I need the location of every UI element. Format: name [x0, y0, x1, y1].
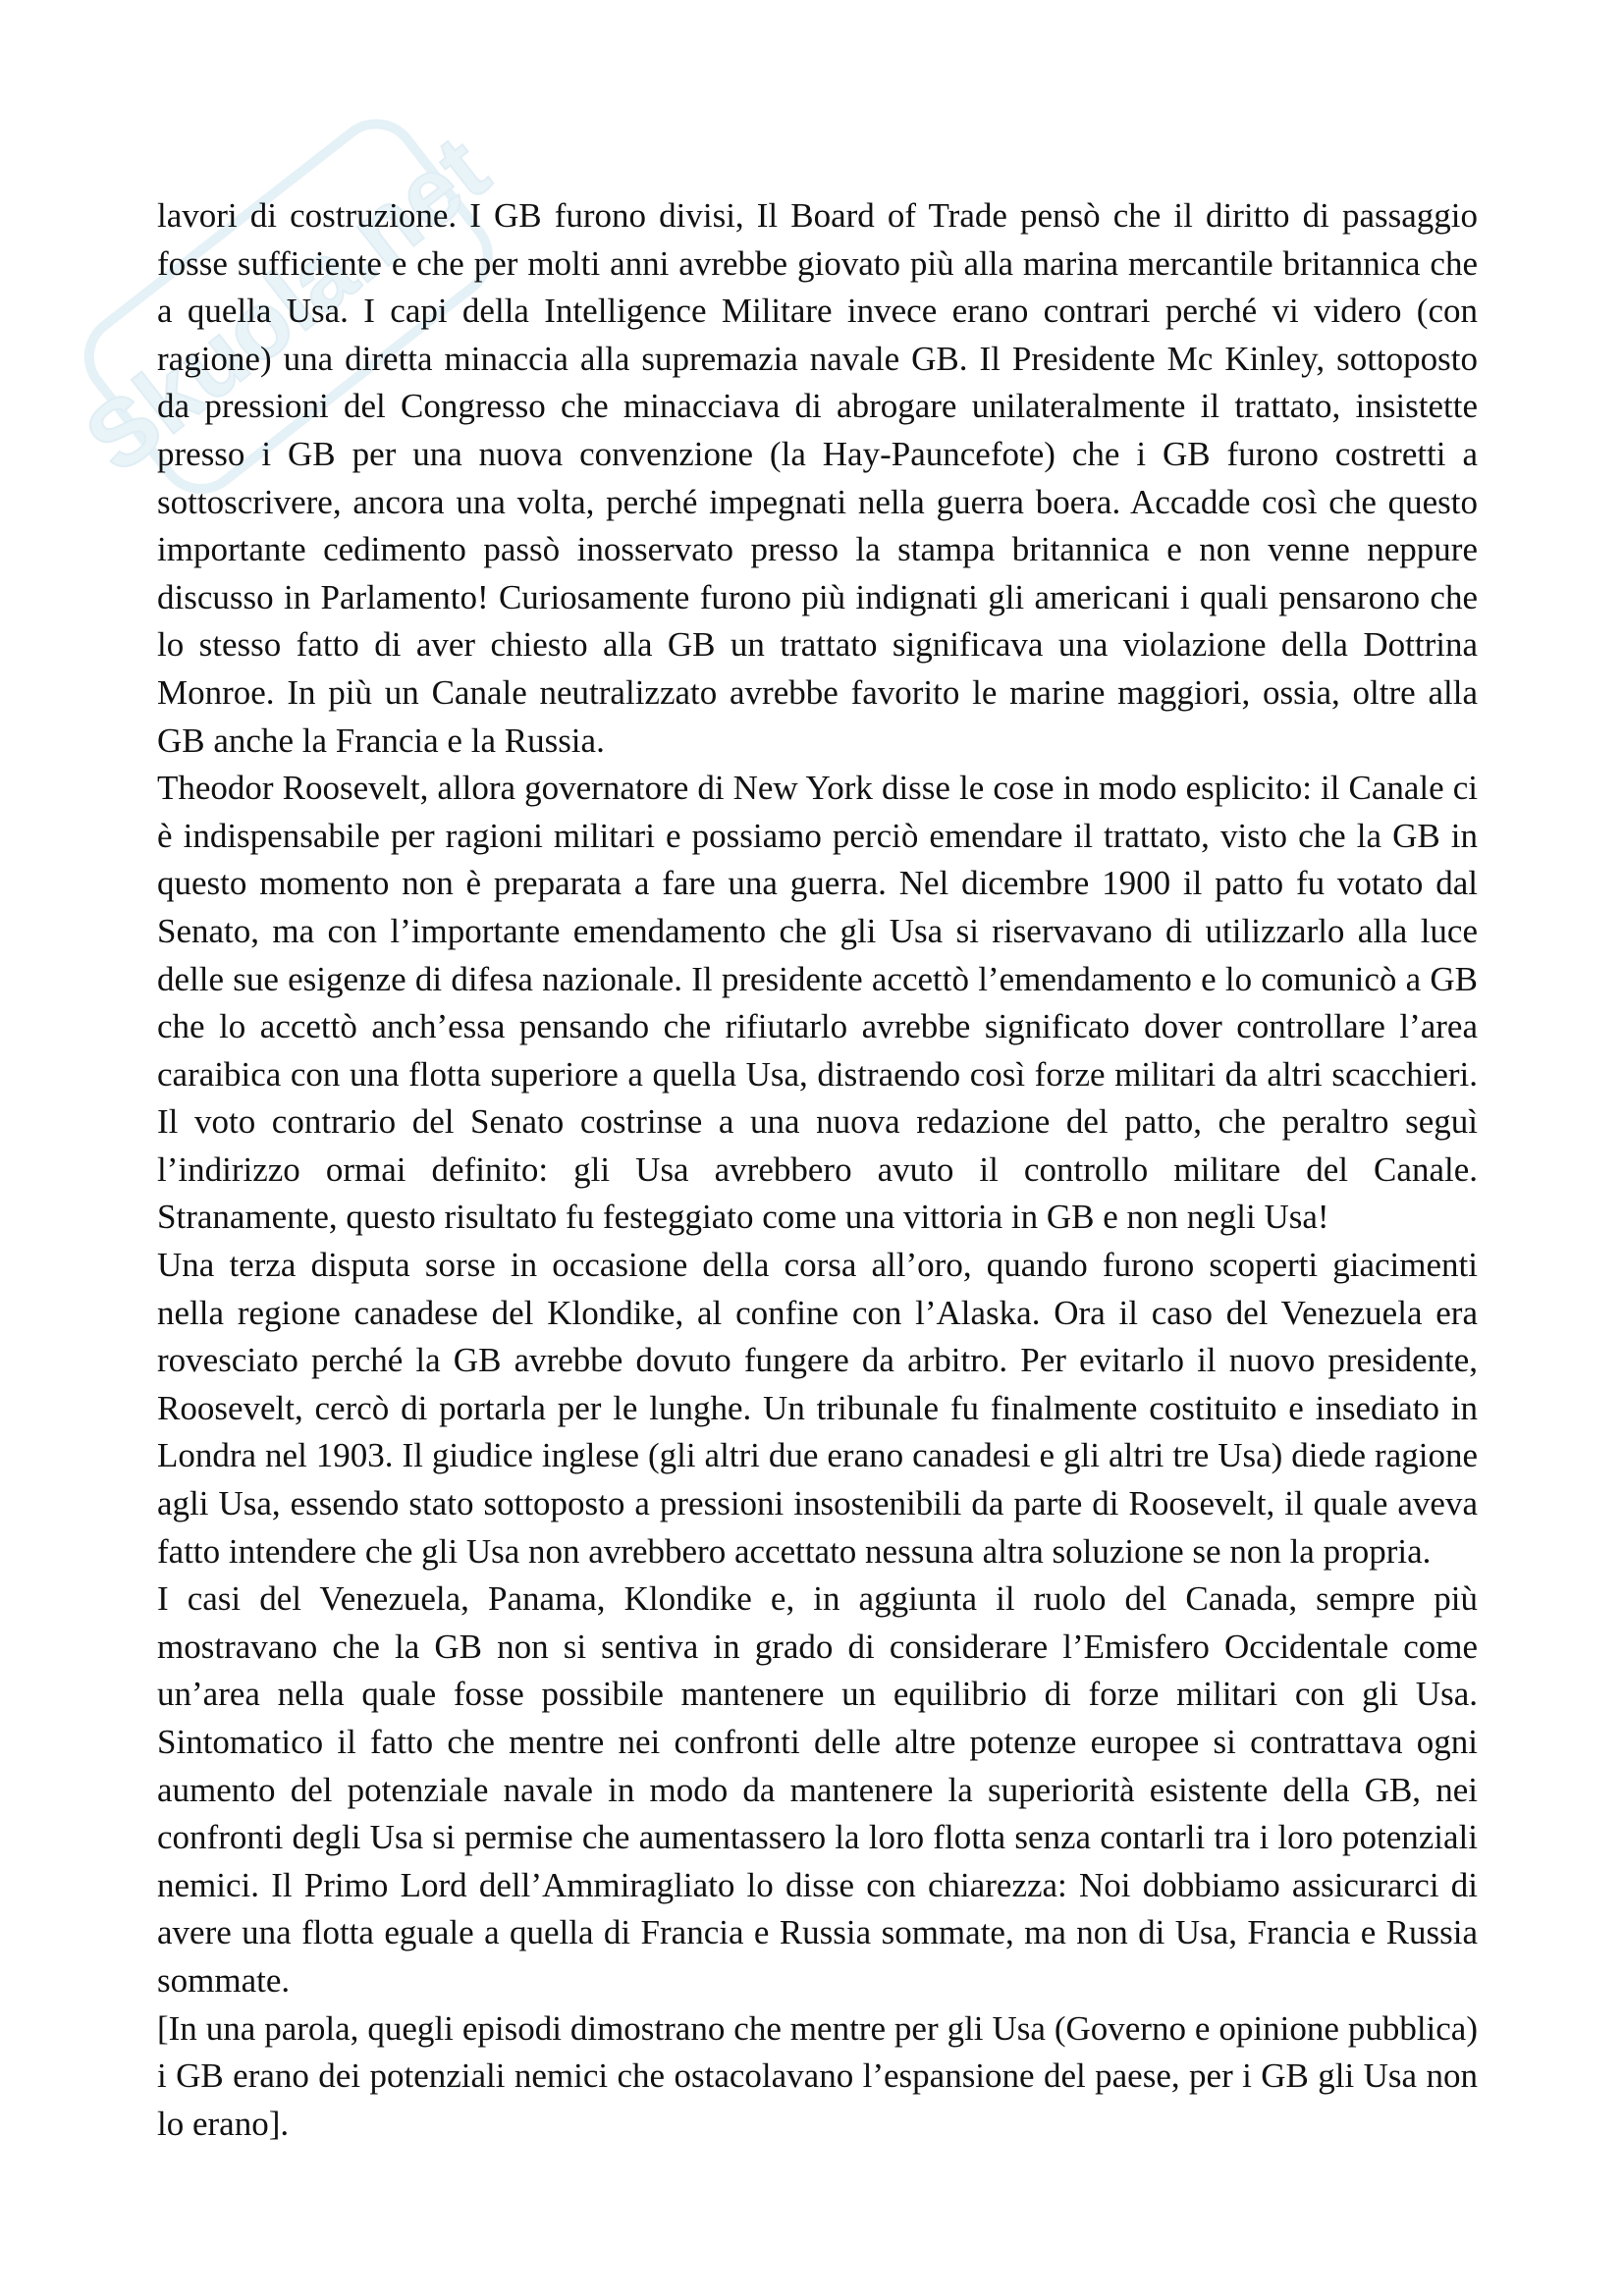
paragraph-4: I casi del Venezuela, Panama, Klondike e, in aggiunta il ruolo del Canada, sempre più mostravano che la GB non si sentiva in grado di considerare l’Emisfero Occidentale come un’area nella quale fosse possibile mantenere un equilibrio di forze militari con gli Usa. Sintomatico il fatto che mentre nei confronti delle altre potenze europee si contrattava ogni aumento del potenziale navale in modo da mantenere la superiorità esistente della GB, nei confronti degli Usa si permise che aumentassero la loro flotta senza contarli tra i loro potenziali nemici. Il Primo Lord dell’Ammiragliato lo disse con chiarezza: Noi dobbiamo assicurarci di avere una flotta eguale a quella di Francia e Russia sommate, ma non di Usa, Francia e Russia sommate.	[157, 1579, 1478, 2000]
document-body	[157, 192, 1478, 2148]
paragraph-3: Una terza disputa sorse in occasione della corsa all’oro, quando furono scoperti giacimenti nella regione canadese del Klondike, al confine con l’Alaska. Ora il caso del Venezuela era rovesciato perché la GB avrebbe dovuto fungere da arbitro. Per evitarlo il nuovo presidente, Roosevelt, cercò di portarla per le lunghe. Un tribunale fu finalmente costituito e insediato in Londra nel 1903. Il giudice inglese (gli altri due erano canadesi e gli altri tre Usa) diede ragione agli Usa, essendo stato sottoposto a pressioni insostenibili da parte di Roosevelt, il quale aveva fatto intendere che gli Usa non avrebbero accettato nessuna altra soluzione se non la propria.	[157, 1246, 1478, 1571]
watermark-text: Skuola.net	[67, 116, 508, 493]
paragraph-5: [In una parola, quegli episodi dimostrano che mentre per gli Usa (Governo e opinione pubblica) i GB erano dei potenziali nemici che ostacolavano l’espansione del paese, per i GB gli Usa non lo erano].	[157, 2008, 1478, 2143]
paragraph-2: Theodor Roosevelt, allora governatore di New York disse le cose in modo esplicito: il Canale ci è indispensabile per ragioni militari e possiamo perciò emendare il trattato, visto che la GB in questo momento non è preparata a fare una guerra. Nel dicembre 1900 il patto fu votato dal Senato, ma con l’importante emendamento che gli Usa si riservavano di utilizzarlo alla luce delle sue esigenze di difesa nazionale. Il presidente accettò l’emendamento e lo comunicò a GB che lo accettò anch’essa pensando che rifiutarlo avrebbe significato dover controllare l’area caraibica con una flotta superiore a quella Usa, distraendo così forze militari da altri scacchieri. Il voto contrario del Senato costrinse a una nuova redazione del patto, che peraltro seguì l’indirizzo ormai definito: gli Usa avrebbero avuto il controllo militare del Canale. Stranamente, questo risultato fu festeggiato come una vittoria in GB e non negli Usa!	[157, 769, 1478, 1237]
paragraph-1: lavori di costruzione. I GB furono divisi, Il Board of Trade pensò che il diritto di passaggio fosse sufficiente e che per molti anni avrebbe giovato più alla marina mercantile britannica che a quella Usa. I capi della Intelligence Militare invece erano contrari perché vi videro (con ragione) una diretta minaccia alla supremazia navale GB. Il Presidente Mc Kinley, sottoposto da pressioni del Congresso che minacciava di abrogare unilateralmente il trattato, insistette presso i GB per una nuova convenzione (la Hay-Pauncefote) che i GB furono costretti a sottoscrivere, ancora una volta, perché impegnati nella guerra boera. Accadde così che questo importante cedimento passò inosservato presso la stampa britannica e non venne neppure discusso in Parlamento! Curiosamente furono più indignati gli americani i quali pensarono che lo stesso fatto di aver chiesto alla GB un trattato significava una violazione della Dottrina Monroe. In più un Canale neutralizzato avrebbe favorito le marine maggiori, ossia, oltre alla GB anche la Francia e la Russia.	[157, 196, 1478, 760]
